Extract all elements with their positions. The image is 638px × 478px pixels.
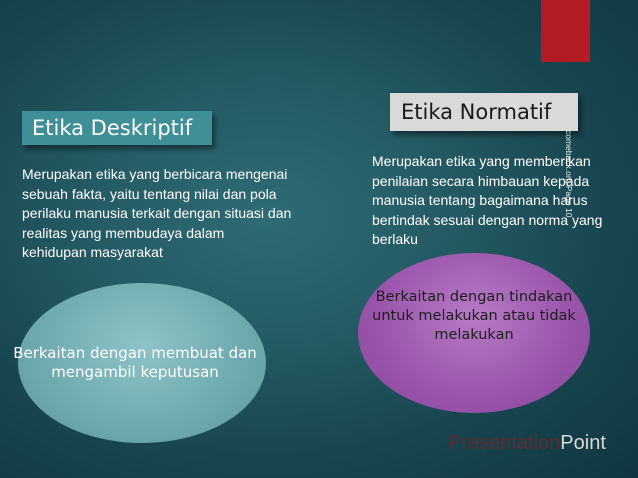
description-normatif: Merupakan etika yang memberikan penilaian secara himbauan kepada manusia tentang bagaimana harus bertindak sesuai dengan norma yang berlaku bbox=[372, 153, 603, 247]
ellipse-normatif-text: Berkaitan dengan tindakan untuk melakukan atau tidak melakukan bbox=[372, 288, 576, 343]
brand-part2: Point bbox=[560, 432, 606, 454]
title-etika-normatif: Etika Normatif bbox=[390, 93, 578, 131]
ellipse-normatif bbox=[358, 253, 590, 413]
ellipse-deskriptif-text: Berkaitan dengan membuat dan mengambil keputusan bbox=[13, 344, 257, 381]
description-deskriptif: Merupakan etika yang berbicara mengenai sebuah fakta, yaitu tentang nilai dan pola perilaku manusia terkait dengan situasi dan realitas yang membudaya dalam kehidupan masyarakat bbox=[22, 166, 292, 260]
brand-logo bbox=[448, 432, 606, 455]
brand-part1: Presentation bbox=[448, 432, 561, 454]
accent-bar bbox=[541, 0, 590, 62]
ellipse-deskriptif bbox=[13, 283, 266, 443]
title-etika-deskriptif: Etika Deskriptif bbox=[22, 111, 212, 145]
page-number: comeback.org Page 10 bbox=[564, 130, 574, 218]
